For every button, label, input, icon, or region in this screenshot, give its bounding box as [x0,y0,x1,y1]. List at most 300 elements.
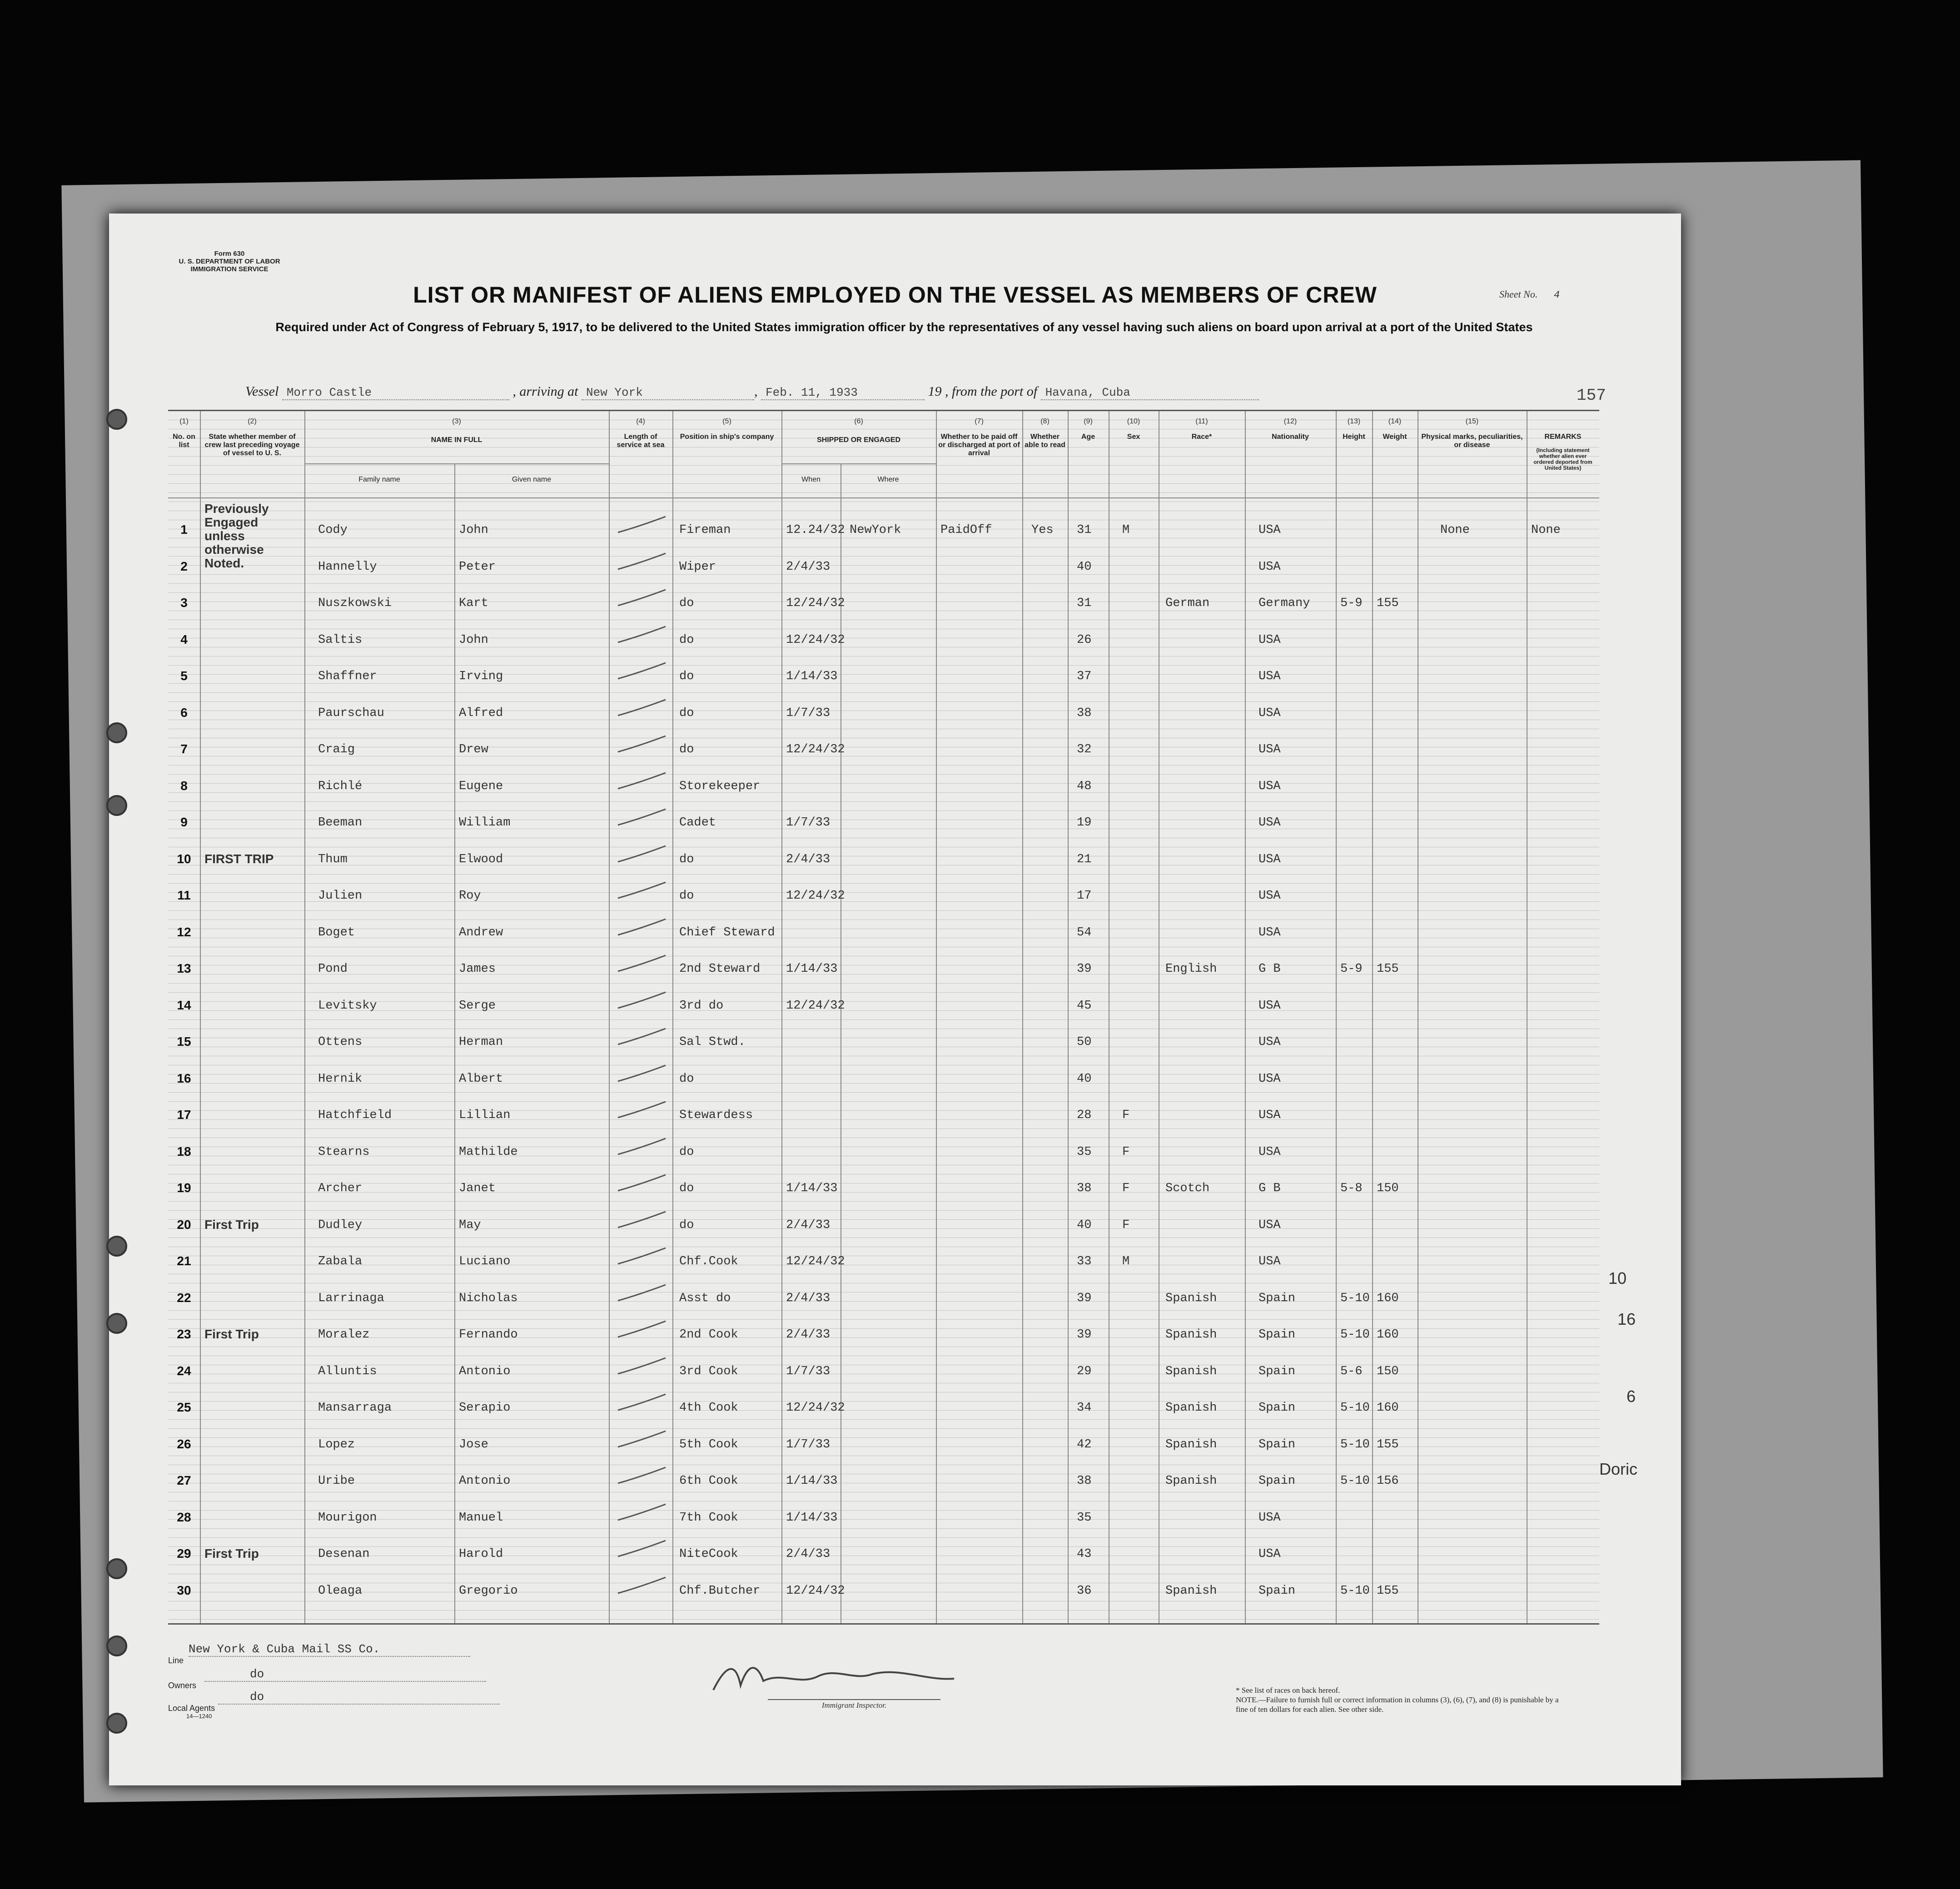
row-number: 5 [180,669,188,683]
subheader-where: Where [877,476,899,483]
requirement-text: Required under Act of Congress of February 5, 1917, to be delivered to the United States immigration officer by the representatives of any vessel having such aliens on board upon arrival at a port of the United States [275,320,1533,334]
cell-position: Cadet [679,816,716,830]
cell-weight: 155 [1377,1584,1399,1598]
cell-when: 1/14/33 [786,1182,838,1195]
cell-nationality: USA [1259,633,1281,647]
cell-weight: 160 [1377,1328,1399,1342]
column-number: (10) [1127,418,1140,425]
line-value: New York & Cuba Mail SS Co. [189,1642,470,1657]
page-number: 157 [1577,386,1606,405]
row-number: 22 [177,1290,191,1305]
cell-sex: M [1122,523,1130,537]
subheader-when: When [801,476,821,483]
cell-when: 2/4/33 [786,1291,831,1305]
cell-given: Roy [459,889,481,903]
margin-note: 6 [1627,1387,1636,1406]
cell-race: Spanish [1165,1474,1217,1488]
cell-family: Hannelly [318,560,377,574]
check-mark [616,1246,670,1268]
cell-given: Alfred [459,706,503,720]
remarks-subheader: (Including statement whether alien ever ordered deported from United States) [1533,447,1592,471]
cell-age: 39 [1077,962,1092,976]
margin-note: Doric [1599,1460,1638,1478]
check-mark [616,917,670,940]
voyage-line: Vessel Morro Castle , arriving at New York , Feb. 11, 1933 19 , from the port of Havana, Cuba [245,384,1654,400]
cell-age: 28 [1077,1109,1092,1122]
column-header-c10: Sex [1127,433,1140,441]
penalty-note: NOTE.—Failure to furnish full or correct information in columns (3), (6), (7), and (8) is punishable by a fine of ten dollars for each alien. See other side. [1236,1695,1559,1714]
cell-nationality: USA [1259,1109,1281,1122]
check-mark [616,1283,670,1305]
cell-weight: 160 [1377,1291,1399,1305]
cell-age: 31 [1077,597,1092,610]
cell-nationality: USA [1259,560,1281,574]
cell-sex: F [1122,1145,1130,1159]
check-mark [616,1099,670,1122]
cell-nationality: Spain [1259,1328,1296,1342]
column-number: (4) [636,418,645,425]
previous-voyage-status: First Trip [204,1327,259,1341]
sheet-value: 4 [1553,289,1560,301]
cell-when: 12.24/32 [786,523,845,537]
cell-given: Harold [459,1547,503,1561]
cell-family: Paurschau [318,706,384,720]
cell-position: do [679,852,694,866]
cell-remarks: None [1531,523,1561,537]
cell-age: 32 [1077,743,1092,756]
column-header-c3: NAME IN FULL [431,436,483,444]
binder-hole [106,1558,127,1579]
column-divider [200,411,201,1623]
cell-when: 1/7/33 [786,1364,831,1378]
arrival-date: Feb. 11, 1933 [761,386,925,400]
cell-age: 54 [1077,925,1092,940]
cell-when: 12/24/32 [786,1584,845,1598]
row-number: 10 [177,851,191,866]
binder-hole [106,1236,127,1257]
check-mark [616,953,670,976]
column-header-c5: Position in ship's company [680,433,774,441]
margin-note: 10 [1608,1269,1627,1288]
cell-position: Chief Steward [679,925,775,940]
cell-when: 12/24/32 [786,889,845,903]
subheader-given: Given name [512,476,552,483]
check-mark [616,734,670,756]
column-number: (8) [1040,418,1050,425]
column-number: (5) [722,418,731,425]
cell-position: do [679,706,694,720]
column-divider [1245,411,1246,1623]
cell-given: Drew [459,743,488,756]
check-mark [616,1465,670,1488]
row-number: 26 [177,1437,191,1451]
column-header-c16: REMARKS [1544,433,1582,441]
cell-given: Serge [459,999,496,1013]
cell-nationality: Spain [1259,1474,1296,1488]
cell-weight: 160 [1377,1401,1399,1415]
arrival-port: New York [582,386,754,400]
column-number: (9) [1084,418,1093,425]
cell-given: Antonio [459,1364,511,1378]
cell-given: Irving [459,670,503,683]
check-mark [616,587,670,610]
cell-age: 29 [1077,1364,1092,1378]
check-mark [616,697,670,720]
cell-weight: 150 [1377,1182,1399,1195]
column-number: (14) [1388,418,1402,425]
cell-family: Saltis [318,633,363,647]
cell-race: Spanish [1165,1328,1217,1342]
cell-height: 5-10 [1340,1437,1370,1452]
column-divider [454,463,455,1623]
footer-notes [1236,1685,1563,1714]
cell-when: 1/7/33 [786,816,831,830]
row-number: 13 [177,961,191,975]
cell-given: James [459,962,496,976]
row-number: 30 [177,1583,191,1597]
cell-position: do [679,1145,694,1159]
check-mark [616,1136,670,1159]
cell-position: 2nd Cook [679,1328,738,1342]
from-label: , from the port of [945,384,1038,399]
cell-given: Andrew [459,925,503,940]
races-note: * See list of races on back hereof. [1236,1686,1340,1695]
cell-when: 12/24/32 [786,633,845,647]
cell-given: Manuel [459,1511,503,1525]
previous-voyage-status: First Trip [204,1217,259,1232]
cell-family: Nuszkowski [318,597,392,610]
cell-when: 12/24/32 [786,999,845,1013]
row-number: 25 [177,1400,191,1414]
column-header-c12: Nationality [1272,433,1309,441]
cell-family: Hernik [318,1072,363,1086]
column-header-c2: State whether member of crew last preceding voyage of vessel to U. S. [204,433,300,457]
cell-when: 2/4/33 [786,1218,831,1232]
cell-paid: PaidOff [940,523,992,537]
row-number: 21 [177,1254,191,1268]
row-number: 18 [177,1144,191,1158]
cell-age: 26 [1077,633,1092,647]
cell-family: Archer [318,1182,363,1195]
cell-height: 5-10 [1340,1328,1370,1342]
cell-age: 17 [1077,889,1092,903]
cell-age: 35 [1077,1511,1092,1525]
cell-nationality: USA [1259,816,1281,830]
cell-nationality: USA [1259,670,1281,683]
cell-age: 35 [1077,1145,1092,1159]
cell-nationality: USA [1259,1255,1281,1268]
cell-family: Craig [318,743,355,756]
row-number: 14 [177,998,191,1012]
row-number: 7 [180,742,188,756]
cell-age: 33 [1077,1255,1092,1268]
cell-race: German [1165,597,1210,610]
cell-nationality: USA [1259,779,1281,793]
check-mark [616,1209,670,1232]
cell-race: Scotch [1165,1182,1210,1195]
check-mark [616,661,670,683]
row-number: 27 [177,1473,191,1487]
form-number: Form 630 [214,250,245,258]
cell-nationality: USA [1259,743,1281,756]
cell-family: Uribe [318,1474,355,1488]
cell-given: Luciano [459,1255,511,1268]
cell-when: 1/7/33 [786,706,831,720]
column-number: (2) [248,418,257,425]
cell-nationality: USA [1259,1072,1281,1086]
binder-hole [106,1713,127,1734]
cell-family: Pond [318,962,348,976]
cell-nationality: Spain [1259,1291,1296,1305]
row-number: 23 [177,1327,191,1341]
cell-age: 45 [1077,999,1092,1013]
cell-age: 31 [1077,523,1092,537]
cell-position: 3rd Cook [679,1364,738,1378]
cell-position: Chf.Cook [679,1255,738,1268]
cell-nationality: USA [1259,852,1281,866]
cell-given: Mathilde [459,1145,518,1159]
check-mark [616,771,670,793]
row-number: 20 [177,1217,191,1232]
cell-when: 1/7/33 [786,1437,831,1452]
cell-position: do [679,743,694,756]
cell-nationality: G B [1259,962,1281,976]
cell-given: William [459,816,511,830]
cell-given: Gregorio [459,1584,518,1598]
previous-voyage-status: First Trip [204,1546,259,1561]
form-identifier [177,250,282,273]
owners-value: do [204,1667,486,1682]
cell-nationality: USA [1259,1145,1281,1159]
cell-when: 1/14/33 [786,1474,838,1488]
check-mark [616,1575,670,1598]
cell-nationality: Spain [1259,1584,1296,1598]
column-header-c14: Weight [1383,433,1407,441]
cell-marks: None [1440,523,1470,537]
column-number: (7) [975,418,984,425]
cell-when: 1/14/33 [786,962,838,976]
cell-family: Richlé [318,779,363,793]
column-number: (15) [1465,418,1479,425]
cell-family: Boget [318,925,355,940]
check-mark [616,1026,670,1049]
check-mark [616,1063,670,1086]
cell-position: 2nd Steward [679,962,761,976]
column-header-c8: Whether able to read [1025,433,1065,449]
cell-given: Fernando [459,1328,518,1342]
cell-family: Moralez [318,1328,370,1342]
cell-given: Serapio [459,1401,511,1415]
cell-nationality: Spain [1259,1401,1296,1415]
agents-label: Local Agents [168,1704,215,1713]
cell-age: 48 [1077,779,1092,793]
line-label: Line [168,1656,184,1665]
cell-family: Zabala [318,1255,363,1268]
cell-position: Chf.Butcher [679,1584,761,1598]
cell-when: 2/4/33 [786,1328,831,1342]
column-divider [1336,411,1337,1623]
cell-height: 5-10 [1340,1584,1370,1598]
cell-position: do [679,889,694,903]
cell-position: do [679,597,694,610]
binder-hole [106,1635,127,1656]
cell-nationality: USA [1259,1511,1281,1525]
cell-position: 4th Cook [679,1401,738,1415]
cell-family: Cody [318,523,348,537]
check-mark [616,1392,670,1415]
cell-family: Thum [318,852,348,866]
row-number: 28 [177,1510,191,1524]
check-mark [616,1356,670,1378]
cell-position: 3rd do [679,999,724,1013]
check-mark [616,1502,670,1525]
column-divider [781,411,782,1623]
cell-family: Mansarraga [318,1401,392,1415]
row-number: 19 [177,1181,191,1195]
row-number: 15 [177,1034,191,1049]
cell-age: 37 [1077,670,1092,683]
cell-nationality: G B [1259,1182,1281,1195]
column-header-c6: SHIPPED OR ENGAGED [816,436,901,444]
cell-age: 19 [1077,816,1092,830]
check-mark [616,1319,670,1342]
cell-position: Wiper [679,560,716,574]
cell-weight: 155 [1377,597,1399,610]
cell-nationality: USA [1259,999,1281,1013]
page-title: LIST OR MANIFEST OF ALIENS EMPLOYED ON THE VESSEL AS MEMBERS OF CREW [413,282,1377,308]
check-mark [616,880,670,903]
cell-given: Albert [459,1072,503,1086]
cell-given: Nicholas [459,1291,518,1305]
cell-age: 38 [1077,1182,1092,1195]
cell-height: 5-6 [1340,1364,1363,1378]
cell-height: 5-9 [1340,597,1363,610]
cell-position: 6th Cook [679,1474,738,1488]
cell-given: John [459,633,488,647]
cell-sex: M [1122,1255,1130,1268]
cell-position: Storekeeper [679,779,761,793]
departure-port: Havana, Cuba [1041,386,1259,400]
cell-race: Spanish [1165,1364,1217,1378]
cell-family: Oleaga [318,1584,363,1598]
cell-race: English [1165,962,1217,976]
sheet-label: Sheet No. [1499,288,1538,300]
row-number: 9 [180,815,188,829]
cell-family: Alluntis [318,1364,377,1378]
cell-family: Larrinaga [318,1291,384,1305]
cell-age: 43 [1077,1547,1092,1561]
cell-nationality: Spain [1259,1364,1296,1378]
cell-race: Spanish [1165,1437,1217,1452]
cell-when: 12/24/32 [786,1255,845,1268]
vessel-name: Morro Castle [282,386,509,400]
service: IMMIGRATION SERVICE [190,265,269,273]
previously-engaged-note: Previously Engaged unless otherwise Noted. [204,502,269,570]
column-header-c11: Race* [1191,433,1212,441]
manifest-sheet [109,214,1681,1785]
sheet-number [1499,288,1560,301]
cell-when: 1/14/33 [786,1511,838,1525]
row-number: 1 [180,522,188,537]
cell-age: 34 [1077,1401,1092,1415]
cell-family: Ottens [318,1035,363,1049]
cell-where: NewYork [850,523,901,537]
cell-age: 40 [1077,1072,1092,1086]
check-mark [616,551,670,574]
cell-given: Elwood [459,852,503,866]
column-number: (11) [1195,418,1208,425]
column-divider [1372,411,1373,1623]
binder-hole [106,409,127,430]
column-header-c1: No. on list [173,433,195,449]
cell-age: 38 [1077,706,1092,720]
column-divider [1068,411,1069,1623]
cell-given: Kart [459,597,488,610]
cell-race: Spanish [1165,1401,1217,1415]
cell-height: 5-10 [1340,1474,1370,1488]
cell-height: 5-8 [1340,1182,1363,1195]
cell-age: 36 [1077,1584,1092,1598]
form-header [109,214,1681,409]
cell-nationality: USA [1259,1547,1281,1561]
cell-given: Eugene [459,779,503,793]
cell-read: Yes [1031,523,1054,537]
cell-age: 40 [1077,560,1092,574]
column-header-c7: Whether to be paid off or discharged at port of arrival [938,433,1020,457]
cell-family: Levitsky [318,999,377,1013]
column-header-c15: Physical marks, peculiarities, or disease [1421,433,1523,449]
row-number: 11 [177,888,191,902]
inspector-label: Immigrant Inspector. [768,1699,940,1710]
cell-nationality: USA [1259,1218,1281,1232]
agents-value: do [218,1690,500,1705]
cell-given: Jose [459,1437,488,1452]
cell-race: Spanish [1165,1584,1217,1598]
cell-position: Stewardess [679,1109,753,1122]
subheader-family: Family name [358,476,400,483]
cell-given: Antonio [459,1474,511,1488]
check-mark [616,1538,670,1561]
cell-given: Lillian [459,1109,511,1122]
cell-position: NiteCook [679,1547,738,1561]
cell-nationality: Germany [1259,597,1310,610]
cell-given: Janet [459,1182,496,1195]
column-divider [609,411,610,1623]
column-header-c9: Age [1081,433,1095,441]
row-number: 29 [177,1546,191,1561]
cell-position: Fireman [679,523,731,537]
cell-position: do [679,1072,694,1086]
cell-when: 2/4/33 [786,1547,831,1561]
row-number: 8 [180,778,188,793]
column-number: (3) [452,418,461,425]
column-number: (1) [179,418,189,425]
cell-weight: 155 [1377,962,1399,976]
row-number: 2 [180,559,188,573]
previous-voyage-status: FIRST TRIP [204,851,274,866]
column-header-c4: Length of service at sea [617,433,665,449]
row-number: 17 [177,1108,191,1122]
row-number: 16 [177,1071,191,1085]
cell-position: 7th Cook [679,1511,738,1525]
cell-nationality: USA [1259,523,1281,537]
check-mark [616,807,670,830]
cell-when: 12/24/32 [786,1401,845,1415]
arriving-label: , arriving at [512,384,578,399]
cell-age: 39 [1077,1328,1092,1342]
cell-family: Julien [318,889,363,903]
cell-age: 39 [1077,1291,1092,1305]
